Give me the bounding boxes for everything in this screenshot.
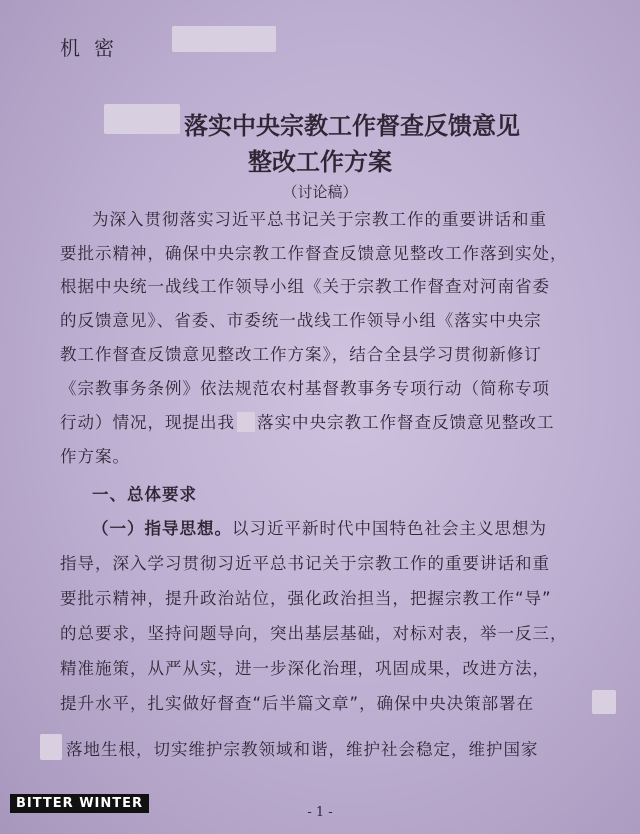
section-line-6: 提升水平，扎实做好督查“后半篇文章”，确保中央决策部署在 <box>60 694 535 713</box>
intro-line-1: 为深入贯彻落实习近平总书记关于宗教工作的重要讲话和重 <box>92 210 547 229</box>
document-title-line1: 落实中央宗教工作督查反馈意见 <box>184 112 520 140</box>
section-line-1 <box>92 515 547 539</box>
redaction-block-header <box>172 26 276 52</box>
intro-line-7 <box>60 409 555 433</box>
watermark-logo: BITTER WINTER <box>10 794 149 813</box>
page-number: - 1 - <box>307 805 333 820</box>
document-title-line2: 整改工作方案 <box>248 148 392 176</box>
redaction-block-line7 <box>40 734 62 760</box>
subsection-label: （一）指导思想。 <box>92 519 232 538</box>
section-line-2: 指导，深入学习贯彻习近平总书记关于宗教工作的重要讲话和重 <box>60 554 550 573</box>
section-line-7: 落地生根，切实维护宗教领域和谐，维护社会稳定，维护国家 <box>66 740 539 759</box>
classification-label: 机密 <box>60 36 128 60</box>
section-line-5: 精准施策，从严从实，进一步深化治理，巩固成果，改进方法， <box>60 659 550 678</box>
redaction-inline <box>237 412 255 432</box>
section-line-3: 要批示精神，提升政治站位，强化政治担当，把握宗教工作“导” <box>60 589 552 608</box>
intro-line-6: 《宗教事务条例》依法规范农村基督教事务专项行动（简称专项 <box>60 379 550 398</box>
section-line-4: 的总要求，坚持问题导向，突出基层基础，对标对表，举一反三， <box>60 624 568 643</box>
intro-line-4: 的反馈意见》、省委、市委统一战线工作领导小组《落实中央宗 <box>60 311 542 330</box>
intro-line-2: 要批示精神，确保中央宗教工作督查反馈意见整改工作落到实处， <box>60 244 568 263</box>
intro-line-7a: 行动）情况，现提出我 <box>60 413 235 432</box>
section-heading: 一、总体要求 <box>92 485 197 504</box>
intro-line-8: 作方案。 <box>60 447 130 466</box>
intro-line-7b: 落实中央宗教工作督查反馈意见整改工 <box>257 413 555 432</box>
redaction-block-line6 <box>592 690 616 714</box>
intro-line-5: 教工作督查反馈意见整改工作方案》，结合全县学习贯彻新修订 <box>60 345 542 364</box>
draft-note: （讨论稿） <box>282 183 358 201</box>
intro-line-3: 根据中央统一战线工作领导小组《关于宗教工作督查对河南省委 <box>60 277 550 296</box>
redaction-block-title <box>104 104 180 134</box>
section-line-1-text: 以习近平新时代中国特色社会主义思想为 <box>232 519 547 538</box>
